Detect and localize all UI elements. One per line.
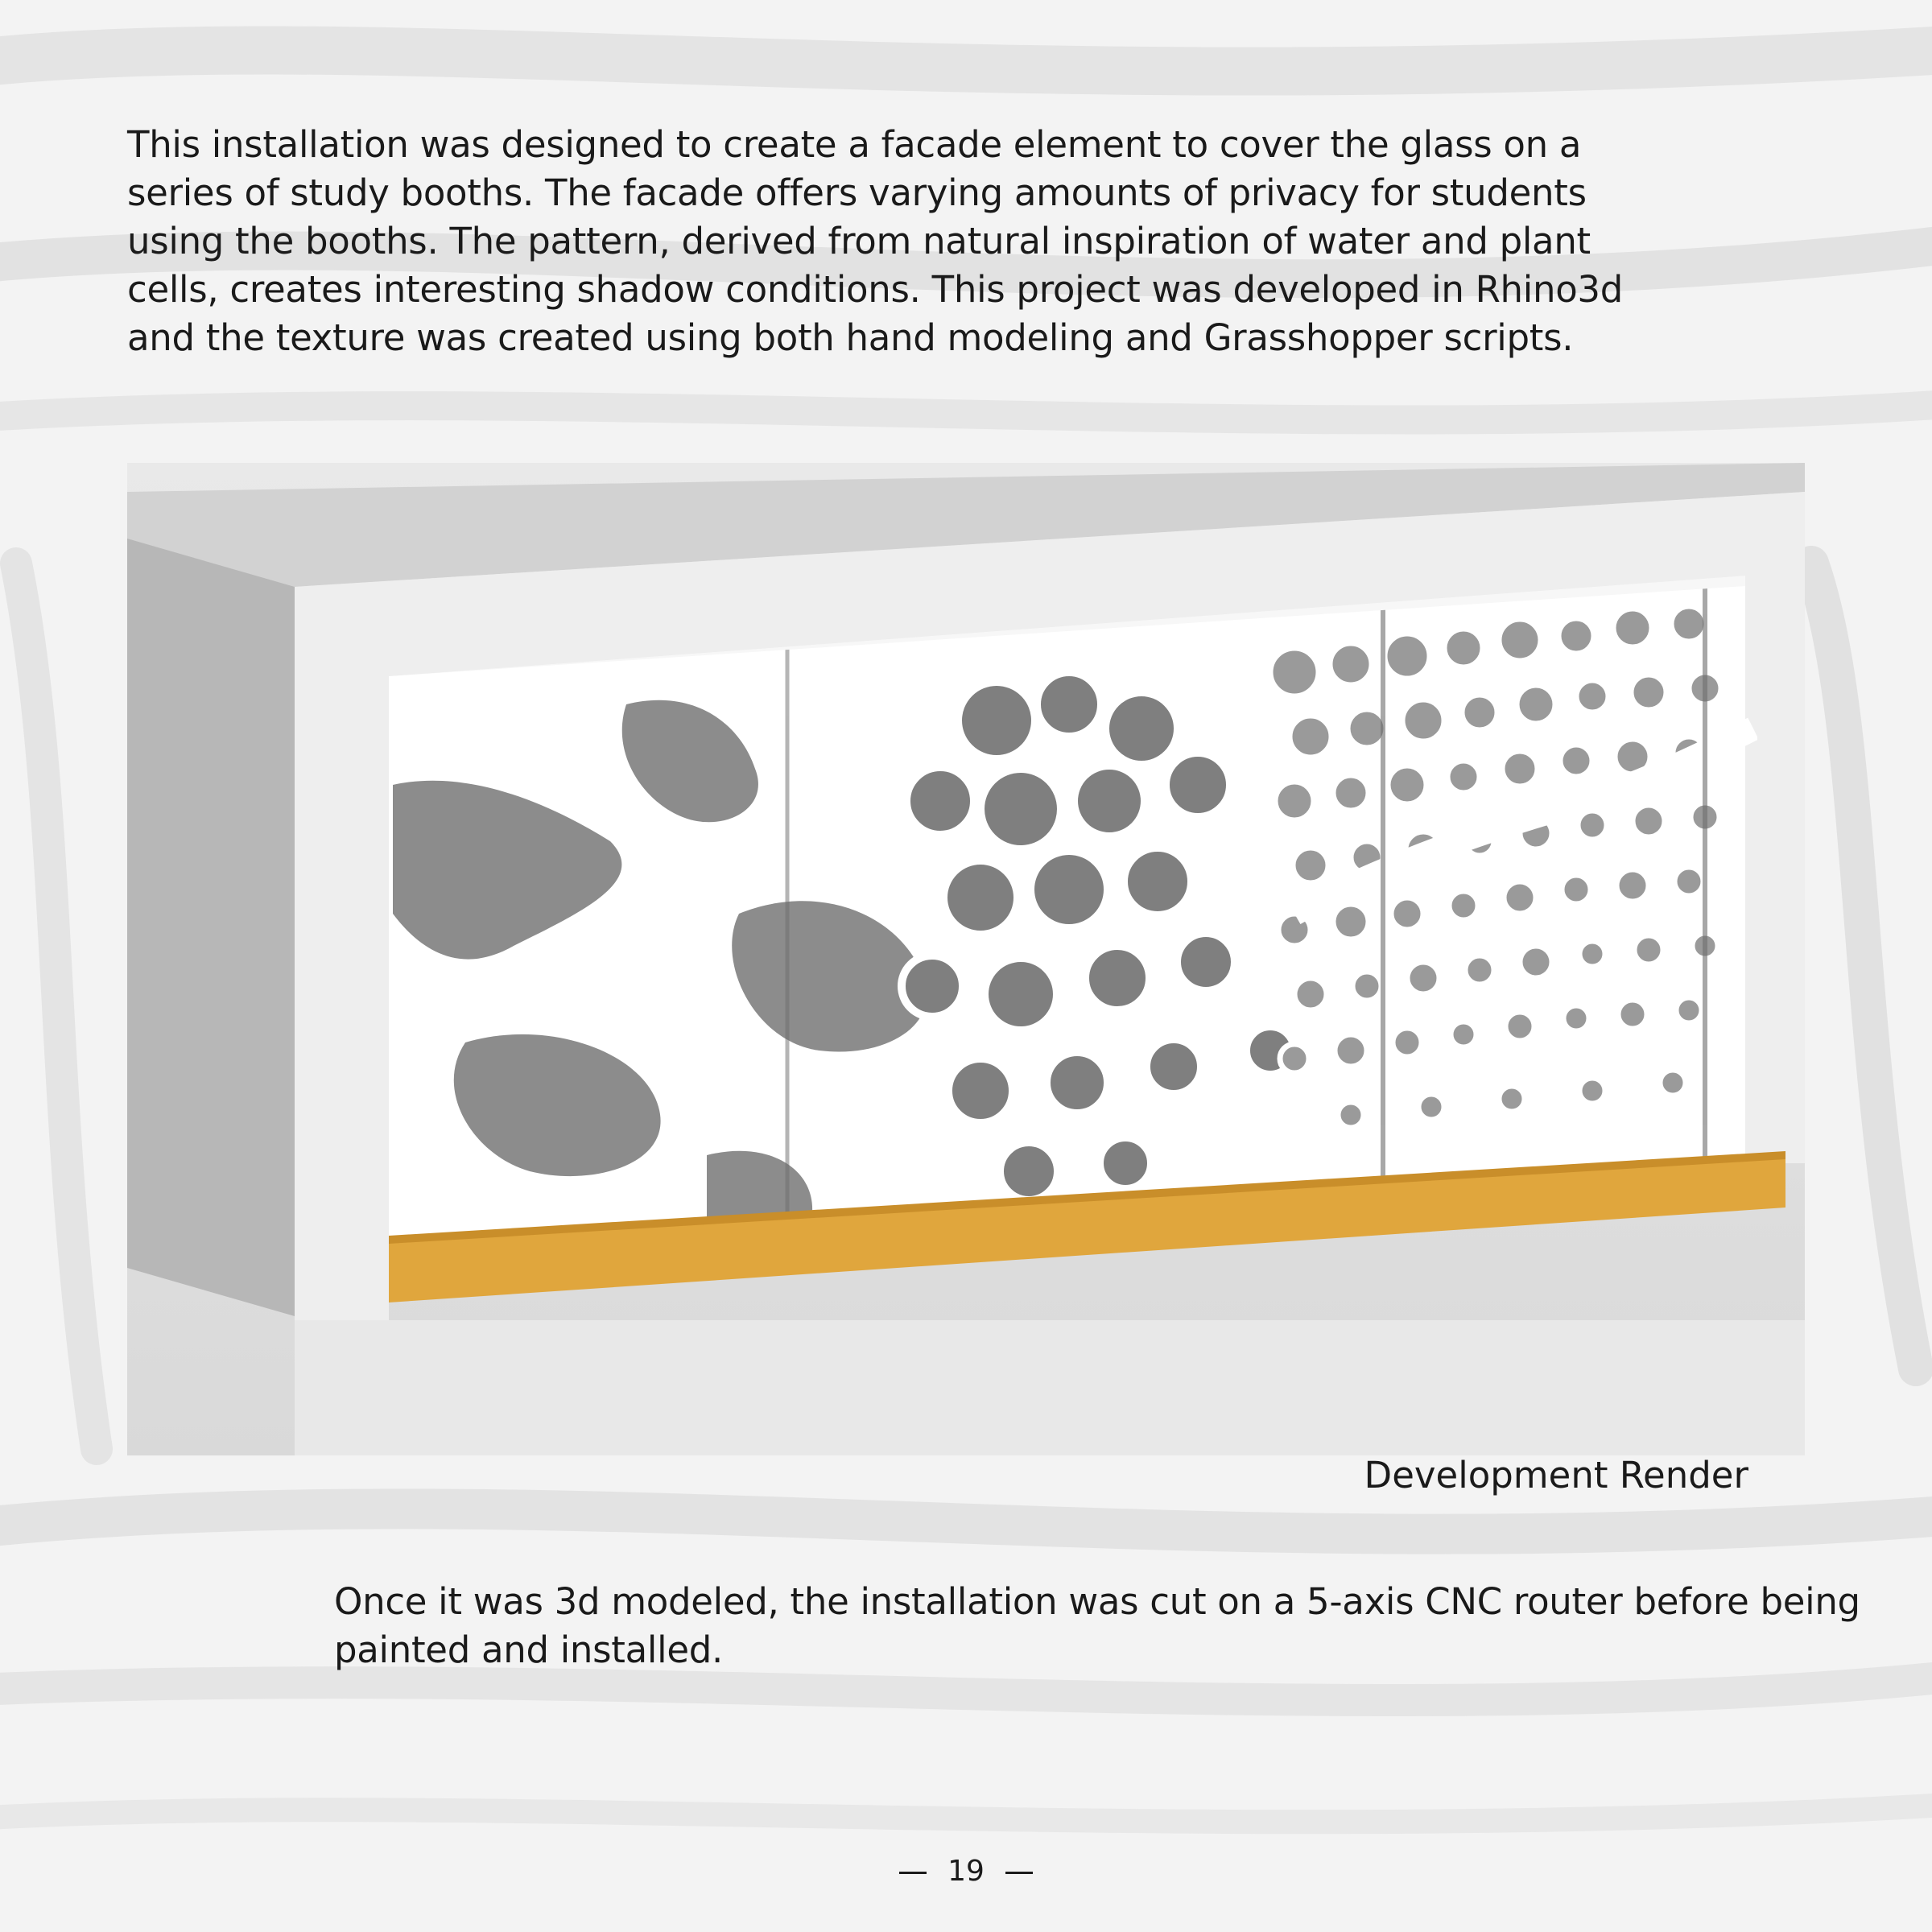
page-number [0, 1852, 1932, 1892]
intro-line: using the booths. The pattern, derived from natural inspiration of water and plant [127, 220, 1591, 262]
intro-line: cells, creates interesting shadow conditions. This project was developed in Rhino3d [127, 268, 1624, 311]
intro-line: This installation was designed to create a facade element to cover the glass on a [127, 123, 1582, 166]
intro-line: and the texture was created using both hand modeling and Grasshopper scripts. [127, 316, 1574, 359]
folio-dash-right [1005, 1872, 1033, 1874]
figure-caption: Development Render [1364, 1454, 1748, 1496]
outro-paragraph [334, 1578, 1860, 1674]
intro-line: series of study booths. The facade offers varying amounts of privacy for students [127, 171, 1587, 214]
booth-side-wall [127, 495, 295, 1316]
development-render-image [127, 463, 1805, 1455]
folio-dash-left [899, 1872, 927, 1874]
booth-floor [295, 1320, 1805, 1455]
outro-line: painted and installed. [334, 1629, 723, 1671]
intro-paragraph [127, 121, 1657, 362]
page-number-value: 19 [947, 1855, 985, 1888]
outro-line: Once it was 3d modeled, the installation was cut on a 5-axis CNC router before being [334, 1580, 1860, 1623]
facade-screen-pattern [389, 576, 1753, 1268]
